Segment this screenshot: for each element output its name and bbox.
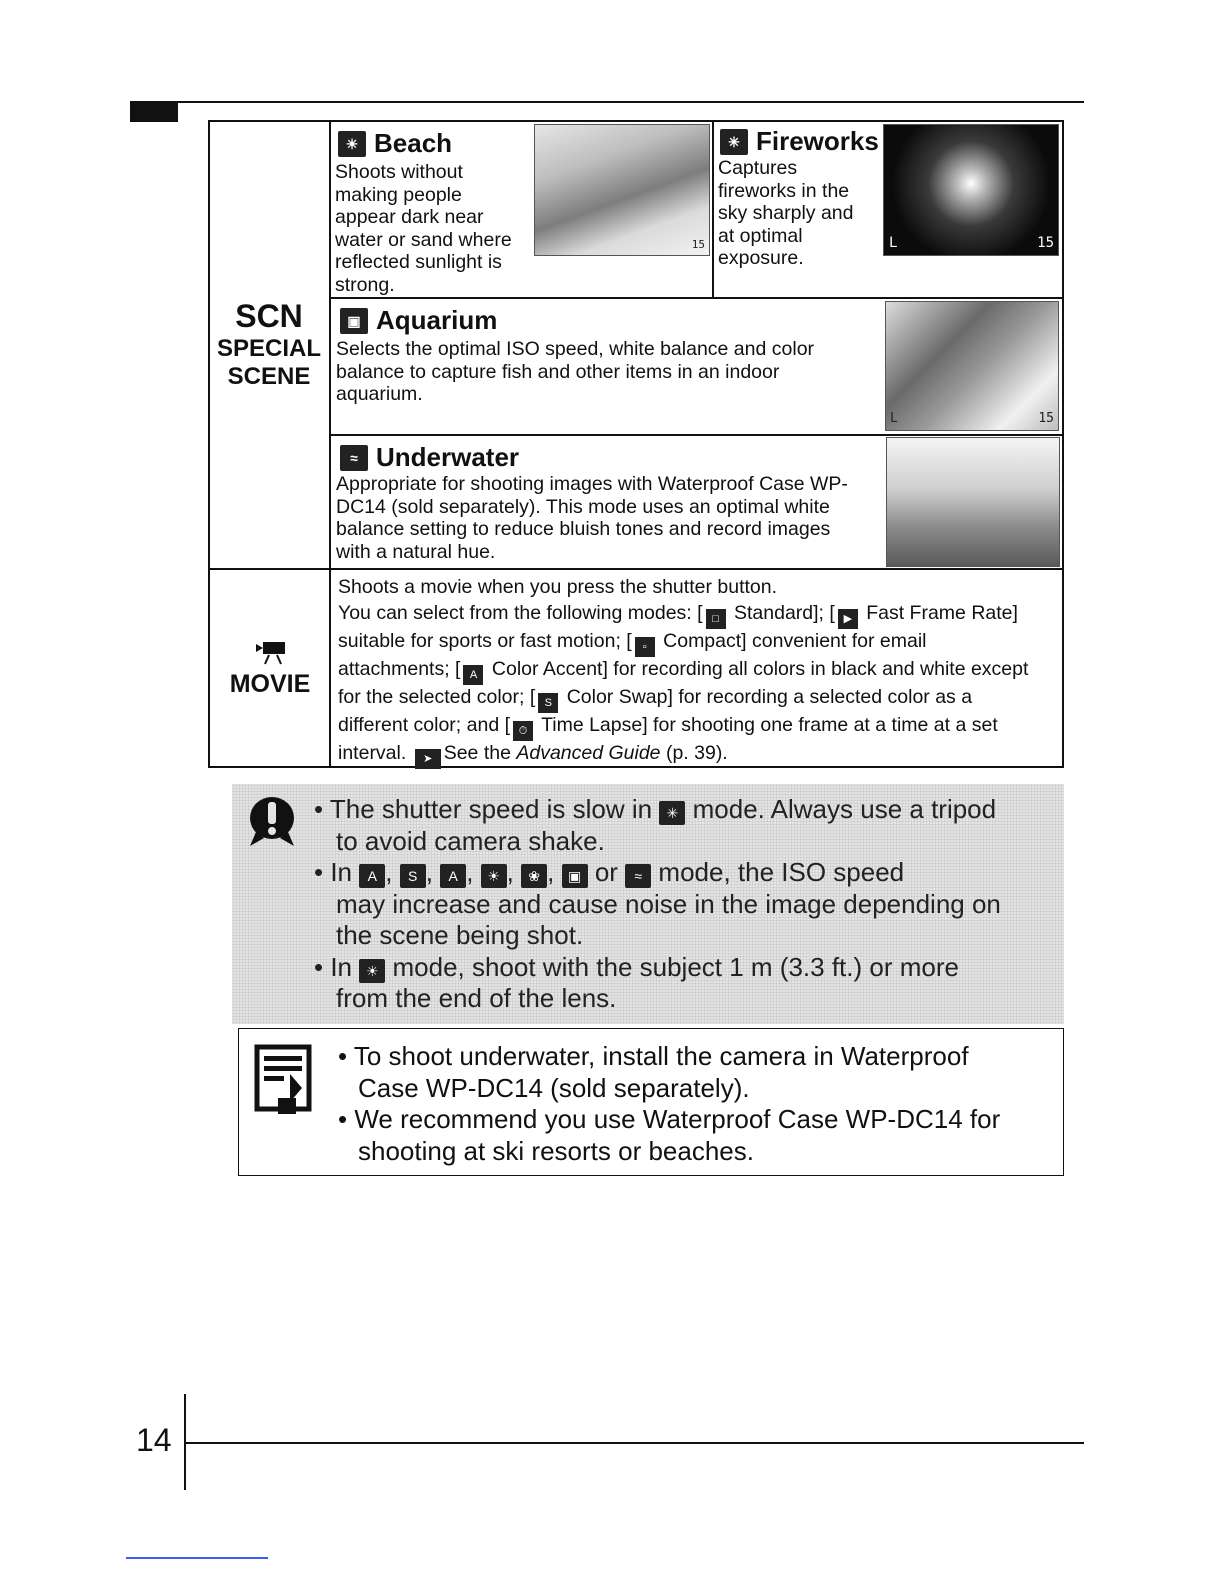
beach-line: appear dark near xyxy=(335,206,484,228)
footer-rule xyxy=(186,1442,1084,1444)
scene-label: SCENE xyxy=(227,363,311,390)
beach-sample-photo xyxy=(534,124,710,256)
time-lapse-icon: ⏱ xyxy=(513,721,533,741)
aquarium-sample-photo xyxy=(885,301,1059,431)
fireworks-icon: ✳ xyxy=(720,129,748,155)
caution-text xyxy=(314,794,1059,1015)
caution-line: • The shutter speed is slow in ✳ mode. Always use a tripod xyxy=(314,794,997,824)
table-row-divider-aquarium xyxy=(330,297,1063,299)
table-column-divider xyxy=(329,120,331,768)
fireworks-icon: ✳ xyxy=(659,801,685,825)
underwater-title xyxy=(340,442,519,473)
table-row-divider-movie xyxy=(208,568,1064,570)
underwater-icon: ≈ xyxy=(340,445,368,471)
caution-line: • In ☀ mode, shoot with the subject 1 m (3.3 ft.) or more xyxy=(314,951,959,982)
underwater-description xyxy=(336,473,876,563)
underwater-sample-photo xyxy=(886,437,1060,567)
beach-description xyxy=(335,161,531,296)
fireworks-sample-photo xyxy=(883,124,1059,256)
movie-line: suitable for sports or fast motion; [ ▫ Compact] convenient for email xyxy=(338,629,1060,657)
section-tab-marker xyxy=(130,102,178,122)
underwater-line: with a natural hue. xyxy=(336,540,496,563)
movie-description xyxy=(338,575,1060,769)
aquarium-icon: ▣ xyxy=(340,308,368,334)
caution-line: the scene being shot. xyxy=(336,920,584,950)
aquarium-line: Selects the optimal ISO speed, white balance and color xyxy=(336,338,815,360)
beach-line: making people xyxy=(335,183,462,206)
underwater-line: DC14 (sold separately). This mode uses an optimal white xyxy=(336,495,830,518)
standard-mode-icon: □ xyxy=(706,609,726,629)
fireworks-line: Captures xyxy=(718,157,798,179)
fast-frame-rate-icon: ▶ xyxy=(838,609,858,629)
table-cell-divider-beach-fireworks xyxy=(712,120,714,298)
aquarium-description xyxy=(336,338,876,406)
fireworks-line: at optimal xyxy=(718,224,803,247)
movie-color-swap-icon: S xyxy=(400,864,426,888)
aquarium-title-text: Aquarium xyxy=(376,305,498,335)
note-text xyxy=(338,1041,1058,1167)
memo-icon xyxy=(254,1044,312,1116)
caution-icon xyxy=(248,796,296,848)
underwater-title-text: Underwater xyxy=(376,442,520,472)
color-swap-icon: S xyxy=(538,693,558,713)
movie-label: MOVIE xyxy=(229,670,311,698)
beach-title-text: Beach xyxy=(374,128,453,158)
fireworks-title-text: Fireworks xyxy=(756,126,879,156)
photo-resolution-indicator: L xyxy=(890,411,898,426)
color-accent-icon: A xyxy=(463,665,483,685)
underwater-icon: ≈ xyxy=(625,864,651,888)
scn-label: SCN xyxy=(235,298,303,334)
aquarium-title xyxy=(340,305,497,336)
fireworks-line: exposure. xyxy=(718,247,804,269)
color-accent-icon: A xyxy=(440,864,466,888)
beach-line: reflected sunlight is xyxy=(335,251,502,273)
aquarium-icon: ▣ xyxy=(562,864,588,888)
fireworks-line: sky sharply and xyxy=(718,202,854,224)
beach-line: water or sand where xyxy=(335,228,512,251)
beach-line: strong. xyxy=(335,273,395,296)
caution-line: may increase and cause noise in the image depending on xyxy=(336,888,1001,919)
note-line: shooting at ski resorts or beaches. xyxy=(358,1135,754,1166)
photo-resolution-indicator: L xyxy=(889,235,898,251)
aquarium-line: aquarium. xyxy=(336,383,423,405)
beach-icon: ☀ xyxy=(359,959,385,983)
special-label: SPECIAL xyxy=(216,335,321,362)
note-line: Case WP-DC14 (sold separately). xyxy=(358,1072,750,1103)
page-number: 14 xyxy=(136,1422,172,1458)
beach-icon: ☀ xyxy=(338,131,366,157)
foliage-icon: ❀ xyxy=(521,864,547,888)
beach-title xyxy=(338,128,452,159)
advanced-guide-reference: Advanced Guide xyxy=(516,741,661,764)
beach-line: Shoots without xyxy=(335,161,463,183)
movie-line: Shoots a movie when you press the shutter button. xyxy=(338,576,778,598)
header-rule xyxy=(130,101,1084,103)
movie-line: You can select from the following modes: [ □ Standard]; [ ▶ Fast Frame Rate] xyxy=(338,601,1060,629)
reference-arrow-icon: ➤ xyxy=(415,749,441,769)
fireworks-description xyxy=(718,157,880,270)
movie-line: interval. ➤ See the Advanced Guide (p. 39). xyxy=(338,741,1060,769)
underwater-line: Appropriate for shooting images with Waterproof Case WP- xyxy=(336,473,848,495)
photo-shots-remaining: 15 xyxy=(1038,411,1054,426)
note-line: • To shoot underwater, install the camera in Waterproof xyxy=(338,1041,969,1071)
fireworks-title xyxy=(720,126,879,157)
beach-icon: ☀ xyxy=(481,864,507,888)
table-row-divider-underwater xyxy=(330,434,1063,436)
caution-line: from the end of the lens. xyxy=(336,983,617,1013)
bottom-link-underline xyxy=(126,1557,268,1559)
underwater-line: balance setting to reduce bluish tones and record images xyxy=(336,518,831,540)
movie-color-accent-icon: A xyxy=(359,864,385,888)
caution-line: to avoid camera shake. xyxy=(336,825,605,856)
fireworks-line: fireworks in the xyxy=(718,179,850,202)
photo-shots-remaining: 15 xyxy=(1037,235,1054,251)
caution-line: • In A , S , A , ☀ , ❀ , ▣ or ≈ mode, the ISO speed xyxy=(314,857,905,887)
movie-camera-icon xyxy=(255,640,291,666)
photo-shots-remaining: 15 xyxy=(691,238,705,251)
movie-line: for the selected color; [ S Color Swap] for recording a selected color as a xyxy=(338,685,1060,713)
note-line: • We recommend you use Waterproof Case WP-DC14 for xyxy=(338,1104,1001,1134)
compact-mode-icon: ▫ xyxy=(635,637,655,657)
movie-line: different color; and [ ⏱ Time Lapse] for shooting one frame at a time at a set xyxy=(338,713,1060,741)
aquarium-line: balance to capture fish and other items in an indoor xyxy=(336,360,780,383)
movie-line: attachments; [ A Color Accent] for recording all colors in black and white except xyxy=(338,657,1060,685)
